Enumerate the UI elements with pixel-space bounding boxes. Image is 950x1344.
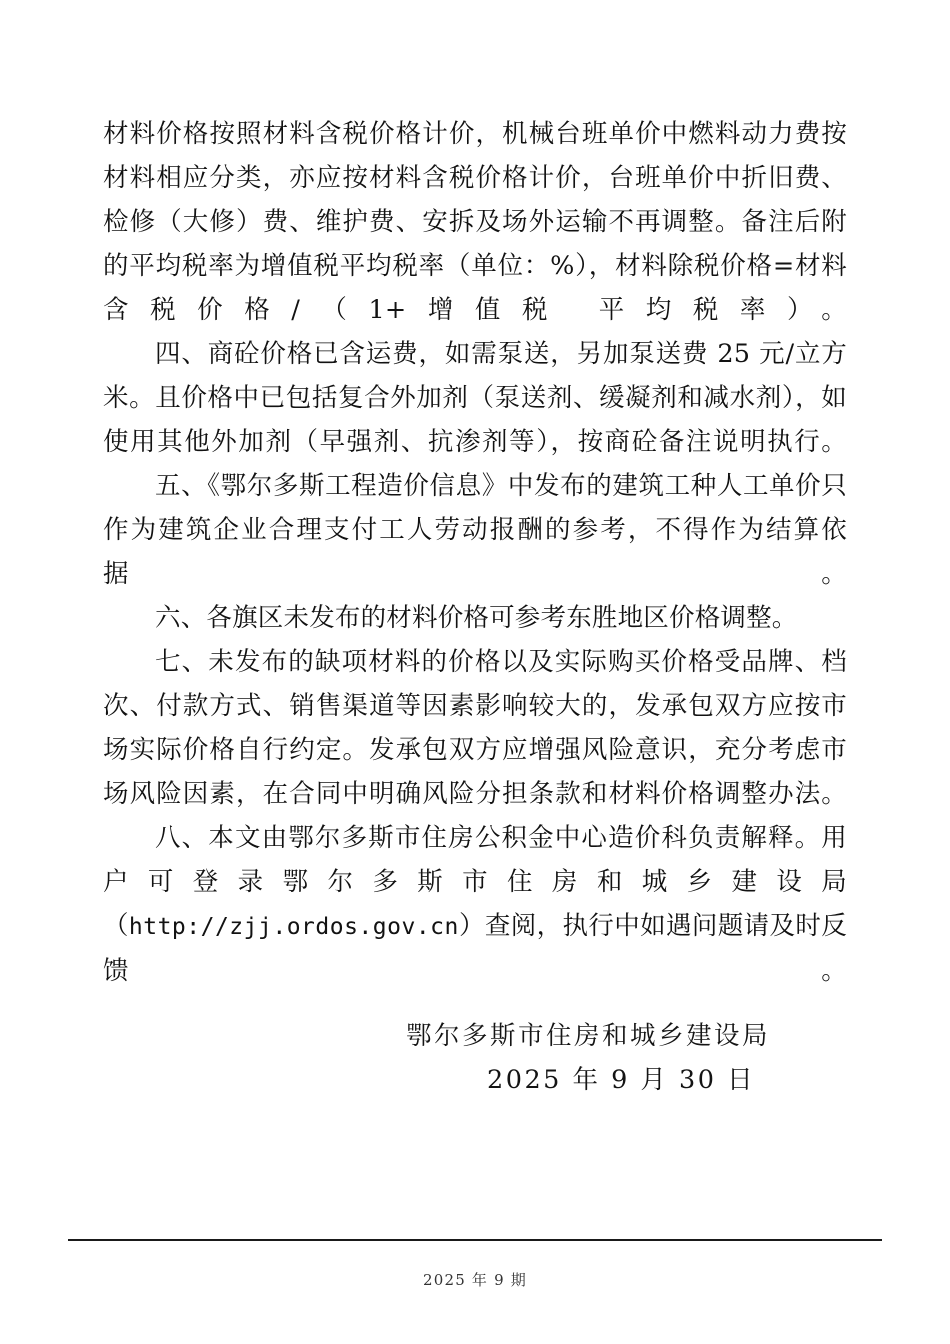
ordos-housing-bureau-url[interactable]: http://zjj.ordos.gov.cn <box>128 914 459 940</box>
paragraph-item-5-labor-price: 五、《鄂尔多斯工程造价信息》中发布的建筑工种人工单价只作为建筑企业合理支付工人劳动报酬的参考，不得作为结算依据。 <box>103 471 847 589</box>
footer-divider <box>68 1239 882 1241</box>
signature-block <box>0 1014 950 1102</box>
signature-organization: 鄂尔多斯市住房和城乡建设局 <box>406 1021 771 1051</box>
paragraph-item-8-interpretation <box>103 816 847 993</box>
paragraph-item-4-concrete: 四、商砼价格已含运费，如需泵送，另加泵送费 25 元/立方米。且价格中已包括复合外加剂（泵送剂、缓凝剂和减水剂），如使用其他外加剂（早强剂、抗渗剂等），按商砼备注说明执行。 <box>103 339 847 457</box>
document-body <box>103 112 847 993</box>
paragraph-material-price-continued: 材料价格按照材料含税价格计价，机械台班单价中燃料动力费按材料相应分类，亦应按材料含税价格计价，台班单价中折旧费、检修（大修）费、维护费、安拆及场外运输不再调整。备注后附的平均税率为增值税平均税率（单位：%），材料除税价格=材料含税价格/（1+增值税 平均税率）。 <box>103 119 847 325</box>
item-8-prefix-text: 八、本文由鄂尔多斯市住房公积金中心造价科负责解释。用户可登录鄂尔多斯市住房和城乡建设局（ <box>103 823 847 941</box>
paragraph-item-7-missing-material: 七、未发布的缺项材料的价格以及实际购买价格受品牌、档次、付款方式、销售渠道等因素影响较大的，发承包双方应按市场实际价格自行约定。发承包双方应增强风险意识，充分考虑市场风险因素，在合同中明确风险分担条款和材料价格调整办法。 <box>103 647 847 809</box>
footer-issue-label: 2025 年 9 期 <box>422 1271 528 1289</box>
paragraph-item-6-district-price: 六、各旗区未发布的材料价格可参考东胜地区价格调整。 <box>155 603 798 633</box>
item-8-suffix-text: ）查阅，执行中如遇问题请及时反馈。 <box>103 911 847 986</box>
signature-date: 2025 年 9 月 30 日 <box>487 1065 756 1095</box>
